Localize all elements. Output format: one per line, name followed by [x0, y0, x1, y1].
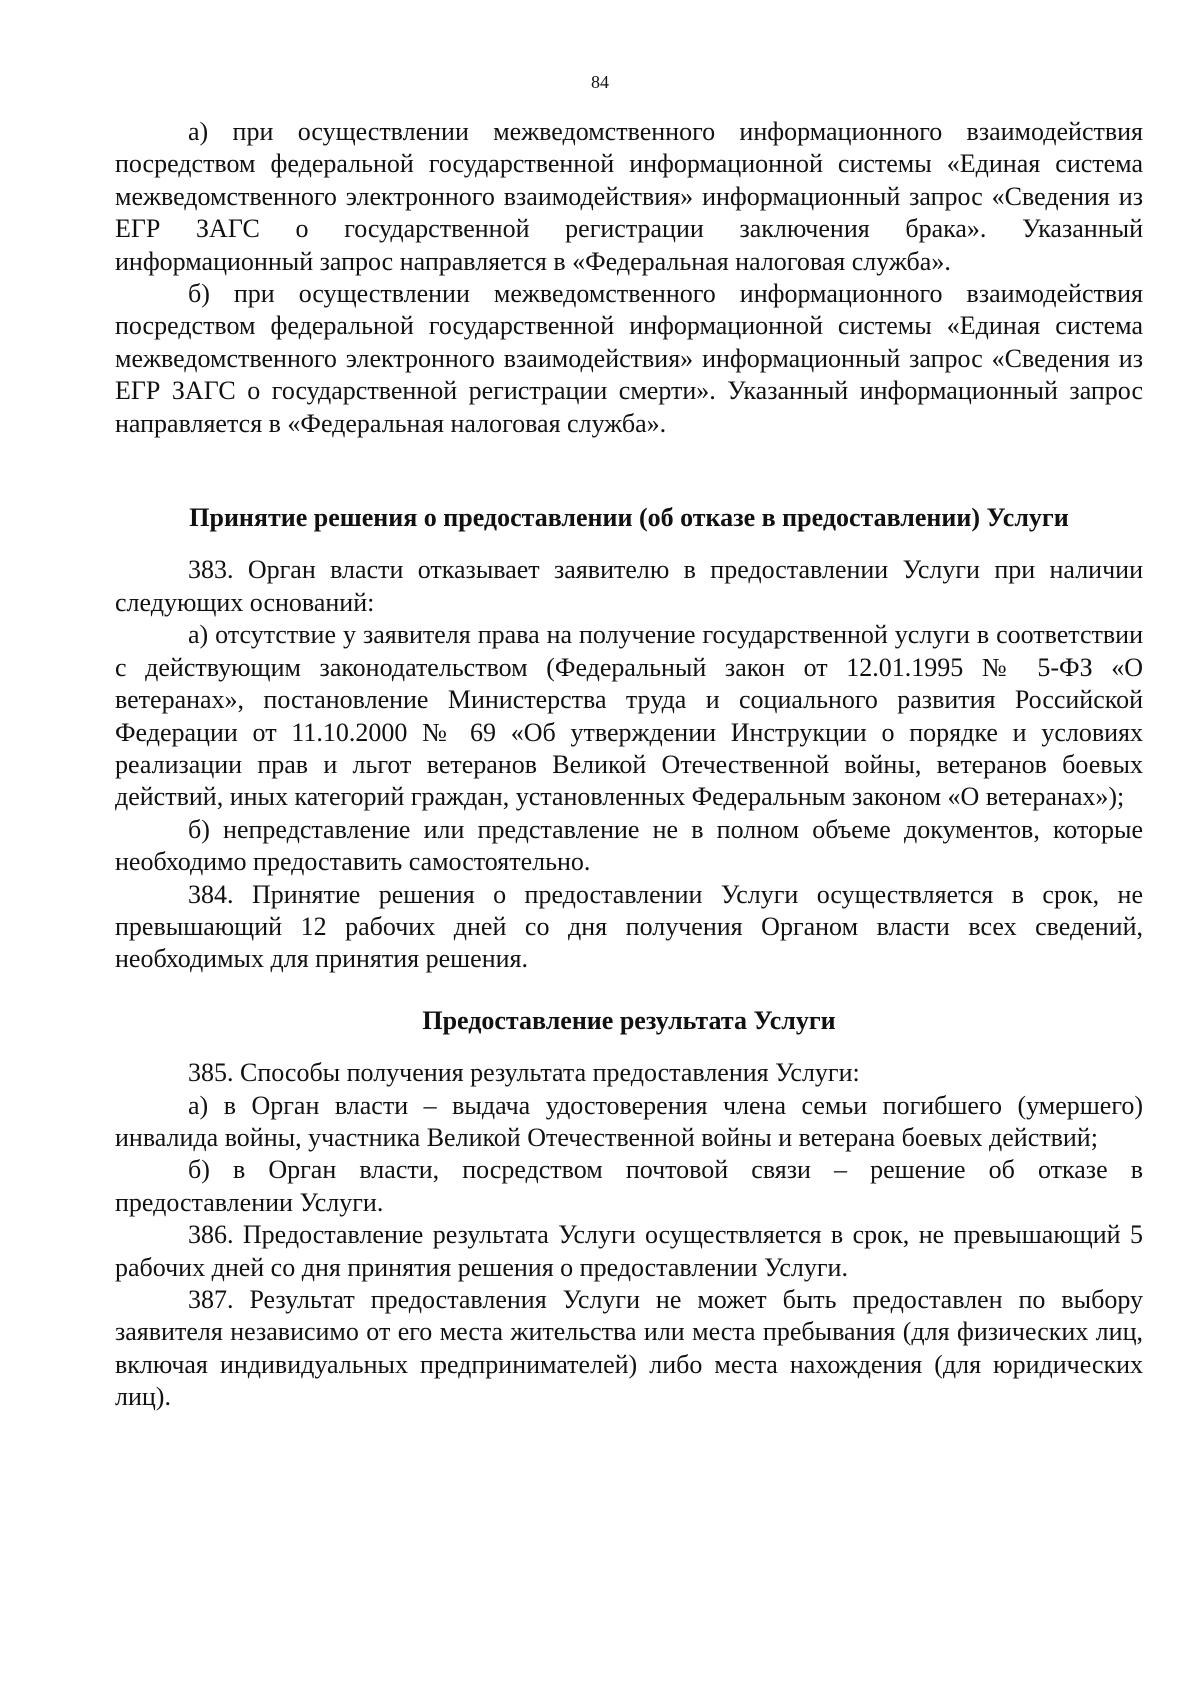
section-heading-decision: Принятие решения о предоставлении (об отказе в предоставлении) Услуги	[189, 503, 1069, 533]
paragraph-385: 385. Способы получения результата предоставления Услуги:	[188, 1058, 860, 1088]
paragraph-383: 383. Орган власти отказывает заявителю в предоставлении Услуги при наличии следующих оснований:	[115, 555, 1143, 617]
paragraph-385-a: а) в Орган власти – выдача удостоверения члена семьи погибшего (умершего) инвалида войны, участника Великой Отечественной войны и ветерана боевых действий;	[115, 1090, 1143, 1152]
paragraph-383-b: б) непредставление или представление не в полном объеме документов, которые необходимо предоставить самостоятельно.	[115, 814, 1143, 877]
section-heading-result: Предоставление результата Услуги	[422, 1005, 836, 1035]
paragraph-385-b: б) в Орган власти, посредством почтовой связи – решение об отказе в предоставлении Услуги.	[115, 1155, 1143, 1217]
paragraph-a-marriage-request: а) при осуществлении межведомственного информационного взаимодействия посредством федеральной государственной информационной системы «Единая система межведомственного электронного взаимодействия» информационный запрос «Сведения из ЕГР ЗАГС о государственной регистрации заключения брака». Указанный информационный запрос направляется в «Федеральная налоговая служба».	[115, 117, 1143, 276]
page-number: 84	[591, 72, 609, 92]
paragraph-387: 387. Результат предоставления Услуги не может быть предоставлен по выбору заявителя независимо от его места жительства или места пребывания (для физических лиц, включая индивидуальных предпринимателей) либо места нахождения (для юридических лиц).	[115, 1285, 1143, 1412]
paragraph-b-death-request: б) при осуществлении межведомственного информационного взаимодействия посредством федеральной государственной информационной системы «Единая система межведомственного электронного взаимодействия» информационный запрос «Сведения из ЕГР ЗАГС о государственной регистрации смерти». Указанный информационный запрос направляется в «Федеральная налоговая служба».	[115, 279, 1143, 438]
document-body	[115, 116, 1143, 1414]
paragraph-384: 384. Принятие решения о предоставлении Услуги осуществляется в срок, не превышающий 12 рабочих дней со дня получения Органом власти всех сведений, необходимых для принятия решения.	[115, 879, 1143, 974]
paragraph-386: 386. Предоставление результата Услуги осуществляется в срок, не превышающий 5 рабочих дней со дня принятия решения о предоставлении Услуги.	[115, 1220, 1143, 1282]
paragraph-383-a: а) отсутствие у заявителя права на получение государственной услуги в соответствии с действующим законодательством (Федеральный закон от 12.01.1995 № 5-ФЗ «О ветеранах», постановление Министерства труда и социального развития Российской Федерации от 11.10.2000 № 69 «Об утверждении Инструкции о порядке и условиях реализации прав и льгот ветеранов Великой Отечественной войны, ветеранов боевых действий, иных категорий граждан, установленных Федеральным законом «О ветеранах»);	[115, 620, 1143, 812]
